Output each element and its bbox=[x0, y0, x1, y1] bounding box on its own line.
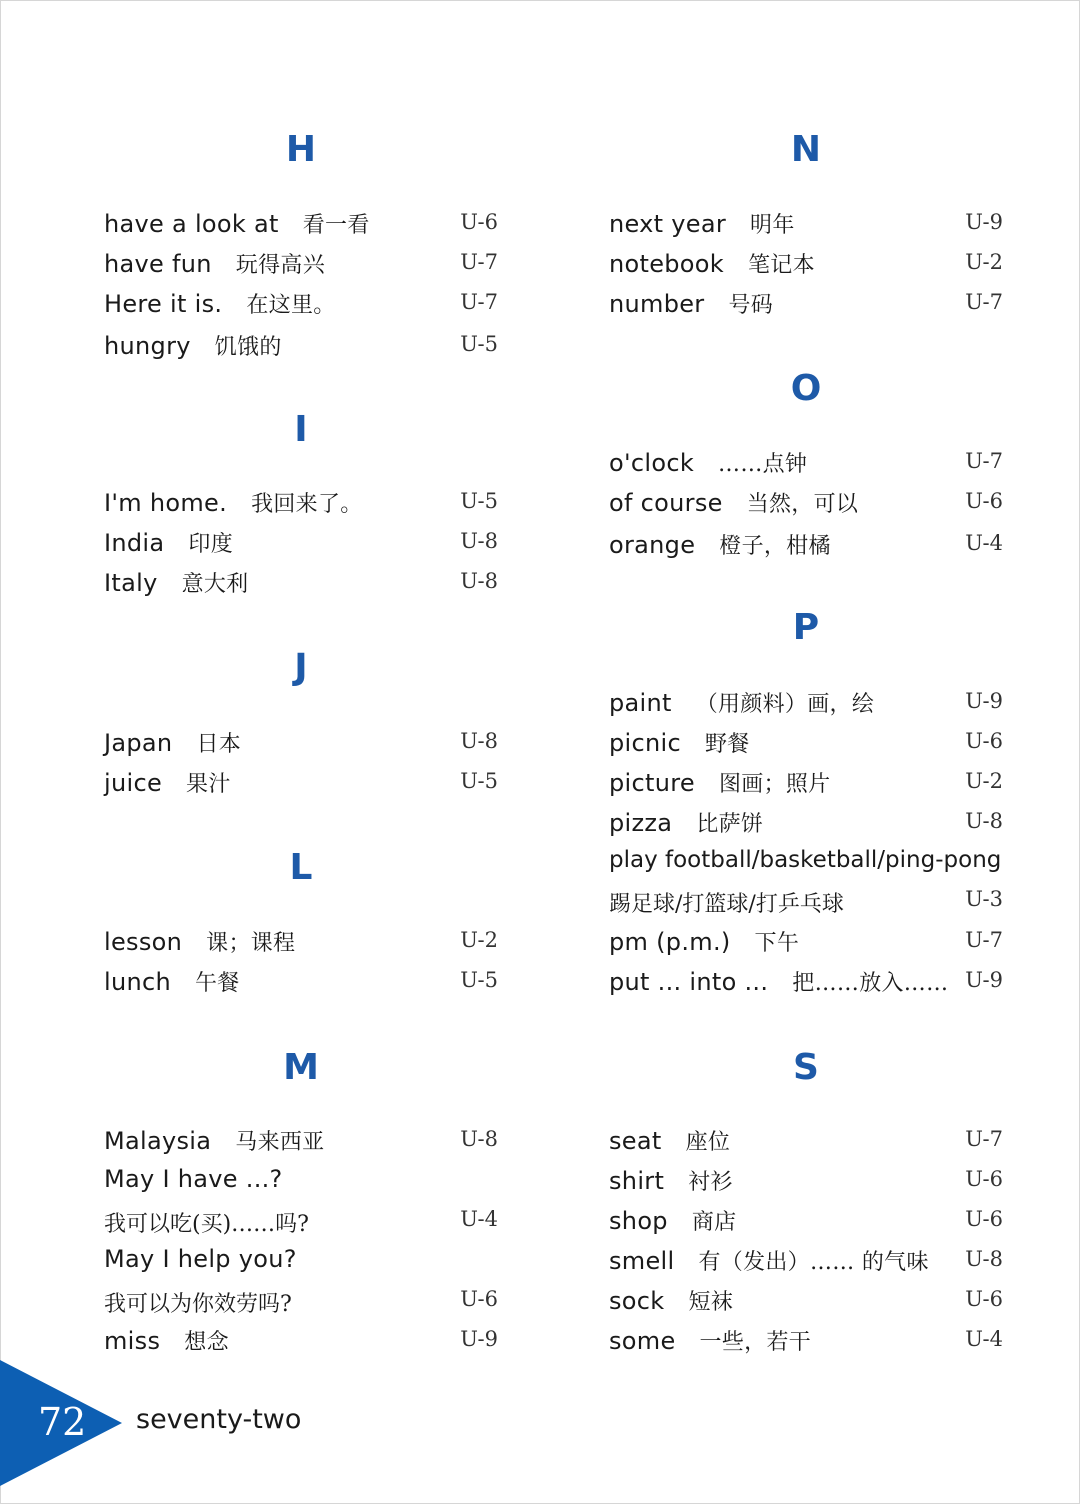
entry-unit: U-7 bbox=[460, 250, 498, 274]
glossary-entry bbox=[104, 284, 498, 324]
entry-unit: U-5 bbox=[460, 489, 498, 513]
glossary-entry bbox=[609, 1201, 1003, 1241]
glossary-entry bbox=[104, 763, 498, 803]
entry-english: hungry bbox=[104, 332, 191, 360]
glossary-entry bbox=[609, 1241, 1003, 1281]
entry-unit: U-8 bbox=[460, 729, 498, 753]
entry-english: have a look at bbox=[104, 210, 279, 238]
glossary-entry bbox=[104, 962, 498, 1002]
glossary-entry bbox=[609, 922, 1003, 962]
entry-chinese: 印度 bbox=[188, 532, 234, 557]
entry-unit: U-6 bbox=[460, 210, 498, 234]
entry-unit: U-2 bbox=[965, 250, 1003, 274]
entry-chinese: 我可以为你效劳吗? bbox=[104, 1292, 292, 1317]
entry-english: put ... into ... bbox=[609, 968, 769, 996]
glossary-entry bbox=[104, 723, 498, 763]
glossary-entry bbox=[609, 723, 1003, 763]
glossary-entry bbox=[609, 1161, 1003, 1201]
entry-chinese: 短袜 bbox=[688, 1290, 734, 1315]
entry-unit: U-7 bbox=[460, 290, 498, 314]
glossary-entry bbox=[104, 563, 498, 603]
glossary-entry bbox=[609, 763, 1003, 803]
entry-unit: U-5 bbox=[460, 332, 498, 356]
entry-english: Italy bbox=[104, 569, 158, 597]
page-number-word: seventy-two bbox=[136, 1404, 302, 1435]
glossary-entry bbox=[104, 1121, 498, 1161]
entry-chinese: 午餐 bbox=[195, 971, 240, 996]
entry-unit: U-6 bbox=[965, 1167, 1003, 1191]
entry-english: miss bbox=[104, 1327, 161, 1355]
entry-unit: U-7 bbox=[965, 928, 1003, 952]
entry-english: juice bbox=[104, 769, 163, 797]
entry-english: play football/basketball/ping-pong bbox=[609, 847, 1002, 873]
glossary-entry bbox=[609, 1281, 1003, 1321]
section-letter-p: P bbox=[792, 607, 820, 648]
entry-unit: U-5 bbox=[460, 769, 498, 793]
entry-english: o'clock bbox=[609, 449, 695, 477]
entry-unit: U-4 bbox=[965, 1327, 1003, 1351]
entry-chinese: 比萨饼 bbox=[696, 812, 764, 837]
entry-unit: U-9 bbox=[460, 1327, 498, 1351]
entry-unit: U-6 bbox=[460, 1287, 498, 1311]
entry-unit: U-2 bbox=[460, 928, 498, 952]
entry-unit: U-8 bbox=[460, 529, 498, 553]
glossary-entry bbox=[609, 1321, 1003, 1361]
entry-english: May I help you? bbox=[104, 1245, 297, 1273]
entry-chinese: 我回来了。 bbox=[251, 492, 363, 517]
entry-english: orange bbox=[609, 531, 696, 559]
entry-chinese: 野餐 bbox=[704, 732, 750, 757]
entry-english: lunch bbox=[104, 968, 171, 996]
section-letter-n: N bbox=[790, 129, 822, 170]
entry-chinese: 看一看 bbox=[302, 213, 370, 238]
entry-english: seat bbox=[609, 1127, 662, 1155]
entry-unit: U-9 bbox=[965, 210, 1003, 234]
entry-english: I'm home. bbox=[104, 489, 228, 517]
entry-unit: U-2 bbox=[965, 769, 1003, 793]
glossary-entry bbox=[609, 843, 1003, 883]
entry-unit: U-8 bbox=[965, 809, 1003, 833]
entry-english: paint bbox=[609, 689, 672, 717]
entry-english: sock bbox=[609, 1287, 665, 1315]
entry-english: pizza bbox=[609, 809, 673, 837]
entry-english: May I have ...? bbox=[104, 1165, 283, 1193]
entry-chinese: 图画；照片 bbox=[718, 772, 831, 797]
section-letter-j: J bbox=[294, 647, 308, 688]
glossary-entry bbox=[104, 483, 498, 523]
entry-unit: U-3 bbox=[965, 887, 1003, 911]
entry-chinese: 商店 bbox=[691, 1210, 737, 1235]
entry-english: lesson bbox=[104, 928, 183, 956]
glossary-entry bbox=[609, 244, 1003, 284]
glossary-entry bbox=[104, 326, 498, 366]
entry-unit: U-7 bbox=[965, 290, 1003, 314]
section-letter-h: H bbox=[285, 129, 317, 170]
entry-chinese: ……点钟 bbox=[718, 452, 808, 477]
entry-english: picnic bbox=[609, 729, 681, 757]
glossary-entry bbox=[104, 1241, 498, 1281]
entry-chinese: 下午 bbox=[754, 931, 800, 956]
glossary-entry bbox=[609, 881, 1003, 921]
entry-unit: U-8 bbox=[965, 1247, 1003, 1271]
glossary-entry bbox=[104, 1201, 498, 1241]
entry-chinese: 果汁 bbox=[186, 772, 231, 797]
entry-chinese: 橙子，柑橘 bbox=[719, 534, 831, 559]
entry-chinese: 日本 bbox=[196, 732, 242, 757]
entry-chinese: 笔记本 bbox=[747, 253, 815, 278]
section-letter-i: I bbox=[294, 409, 308, 450]
entry-chinese: 把……放入…… bbox=[792, 971, 949, 996]
entry-unit: U-4 bbox=[460, 1207, 498, 1231]
entry-unit: U-6 bbox=[965, 489, 1003, 513]
entry-unit: U-7 bbox=[965, 449, 1003, 473]
entry-english: shirt bbox=[609, 1167, 665, 1195]
entry-english: Japan bbox=[104, 729, 173, 757]
glossary-entry bbox=[104, 1161, 498, 1201]
entry-chinese: 明年 bbox=[750, 213, 795, 238]
entry-unit: U-4 bbox=[965, 531, 1003, 555]
entry-chinese: 在这里。 bbox=[246, 293, 336, 318]
entry-english: next year bbox=[609, 210, 727, 238]
entry-unit: U-9 bbox=[965, 968, 1003, 992]
glossary-entry bbox=[609, 962, 1003, 1002]
section-letter-m: M bbox=[283, 1047, 319, 1088]
entry-chinese: 衬衫 bbox=[688, 1170, 733, 1195]
page-number: 72 bbox=[38, 1400, 87, 1444]
glossary-entry bbox=[104, 1281, 498, 1321]
glossary-entry bbox=[609, 483, 1003, 523]
entry-english: some bbox=[609, 1327, 676, 1355]
glossary-entry bbox=[609, 284, 1003, 324]
entry-unit: U-6 bbox=[965, 729, 1003, 753]
entry-chinese: 当然，可以 bbox=[746, 492, 859, 517]
entry-english: number bbox=[609, 290, 705, 318]
entry-unit: U-8 bbox=[460, 569, 498, 593]
glossary-entry bbox=[609, 1121, 1003, 1161]
entry-chinese: 意大利 bbox=[181, 572, 249, 597]
entry-chinese: 马来西亚 bbox=[235, 1130, 325, 1155]
entry-unit: U-5 bbox=[460, 968, 498, 992]
glossary-entry bbox=[104, 244, 498, 284]
glossary-entry bbox=[609, 683, 1003, 723]
entry-chinese: （用颜料）画，绘 bbox=[695, 692, 875, 717]
entry-chinese: 想念 bbox=[184, 1330, 229, 1355]
entry-english: smell bbox=[609, 1247, 675, 1275]
glossary-entry bbox=[609, 525, 1003, 565]
glossary-entry bbox=[104, 204, 498, 244]
entry-english: India bbox=[104, 529, 165, 557]
entry-english: pm (p.m.) bbox=[609, 928, 731, 956]
entry-chinese: 有（发出）…… 的气味 bbox=[698, 1250, 929, 1275]
entry-chinese: 踢足球/打篮球/打乒乓球 bbox=[609, 892, 844, 917]
glossary-entry bbox=[104, 922, 498, 962]
entry-english: have fun bbox=[104, 250, 212, 278]
entry-chinese: 玩得高兴 bbox=[235, 253, 325, 278]
entry-english: Malaysia bbox=[104, 1127, 212, 1155]
entry-chinese: 饥饿的 bbox=[214, 335, 282, 360]
glossary-entry bbox=[609, 443, 1003, 483]
entry-chinese: 一些，若干 bbox=[699, 1330, 812, 1355]
glossary-entry bbox=[104, 1321, 498, 1361]
section-letter-l: L bbox=[289, 847, 313, 888]
entry-english: of course bbox=[609, 489, 723, 517]
section-letter-s: S bbox=[793, 1047, 819, 1088]
entry-chinese: 号码 bbox=[728, 293, 774, 318]
entry-chinese: 课；课程 bbox=[206, 931, 296, 956]
section-letter-o: O bbox=[790, 368, 822, 409]
entry-english: picture bbox=[609, 769, 695, 797]
entry-english: shop bbox=[609, 1207, 668, 1235]
glossary-entry bbox=[609, 204, 1003, 244]
entry-english: Here it is. bbox=[104, 290, 223, 318]
entry-unit: U-8 bbox=[460, 1127, 498, 1151]
entry-unit: U-6 bbox=[965, 1207, 1003, 1231]
glossary-entry bbox=[609, 803, 1003, 843]
entry-chinese: 座位 bbox=[685, 1130, 731, 1155]
entry-unit: U-6 bbox=[965, 1287, 1003, 1311]
entry-english: notebook bbox=[609, 250, 724, 278]
glossary-entry bbox=[104, 523, 498, 563]
entry-unit: U-7 bbox=[965, 1127, 1003, 1151]
entry-chinese: 我可以吃(买)……吗? bbox=[104, 1212, 309, 1237]
entry-unit: U-9 bbox=[965, 689, 1003, 713]
